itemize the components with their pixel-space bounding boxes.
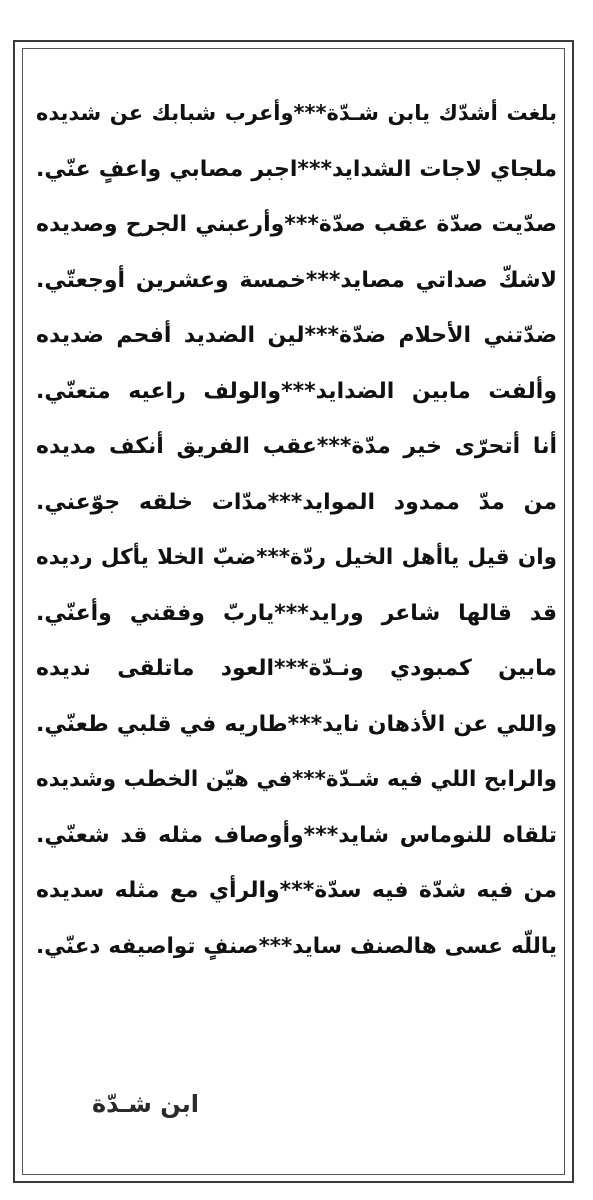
poem-line-8: من مدّ ممدود الموايد***مدّات خلقه جوّعني. xyxy=(36,489,557,515)
poem-line-9: وان قيل ياأهل الخيل ردّة***ضبّ الخلا يأكل رديده xyxy=(36,545,557,570)
poem-line-3: صدّيت صدّة عقب صدّة***وأرعبني الجرح وصديده xyxy=(36,212,557,237)
poem-line-6: وألفت مابين الضدايد***والولف راعيه متعنّي. xyxy=(36,378,557,404)
poem-line-2: ملجاي لاجات الشدايد***اجبر مصابي واعفٍ عنّي. xyxy=(36,156,557,182)
poem-line-7: أنا أتحرّى خير مدّة***عقب الفريق أنكف مديده xyxy=(36,434,557,459)
poem-line-12: واللي عن الأذهان نايد***طاريه في قلبي طعنّي. xyxy=(36,711,557,737)
poet-signature: ابن شـدّة xyxy=(92,1090,200,1118)
poem-body xyxy=(36,86,557,974)
poem-line-1: بلغت أشدّك يابن شـدّة***وأعرب شبابك عن شديده xyxy=(36,101,557,125)
poem-line-4: لاشكّ صداتي مصايد***خمسة وعشرين أوجعتّي. xyxy=(36,267,557,293)
poem-line-15: من فيه شدّة فيه سدّة***والرأي مع مثله سديده xyxy=(36,878,557,903)
poem-line-16: ياللّه عسى هالصنف سايد***صنفٍ تواصيفه دعنّي. xyxy=(36,933,557,959)
poem-line-13: والرابح اللي فيه شـدّة***في هيّن الخطب وشديده xyxy=(36,767,557,792)
poem-line-11: مابين كمبودي ونـدّة***العود ماتلقى نديده xyxy=(36,656,557,681)
poem-line-10: قد قالها شاعر ورايد***ياربّ وفقني وأعنّي. xyxy=(36,600,557,626)
poem-line-5: ضدّتني الأحلام ضدّة***لين الضديد أفحم ضديده xyxy=(36,323,557,348)
poem-line-14: تلقاه للنوماس شايد***وأوصاف مثله قد شعنّي. xyxy=(36,822,557,848)
